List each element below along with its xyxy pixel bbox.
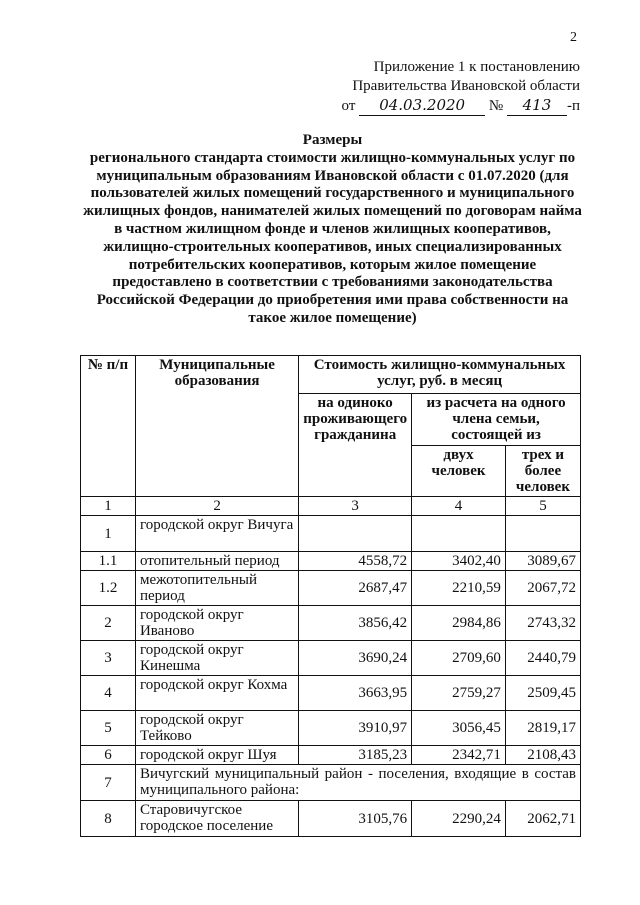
row-num: 2 bbox=[81, 606, 136, 641]
table-row bbox=[81, 516, 581, 552]
table-row bbox=[81, 606, 581, 641]
row-three: 2067,72 bbox=[505, 571, 580, 606]
row-two: 2759,27 bbox=[412, 676, 506, 711]
row-single: 3105,76 bbox=[299, 801, 412, 837]
table-row bbox=[81, 571, 581, 606]
row-two bbox=[412, 516, 506, 552]
header-two: двух человек bbox=[412, 446, 506, 497]
column-number: 2 bbox=[135, 497, 298, 516]
document-subtitle: регионального стандарта стоимости жилищно-коммунальных услуг по муниципальным образованиям Ивановской области с 01.07.2020 (для пользователей жилых помещений государственного и муниципального жилищных фондов, нанимателей жилых помещений по договорам найма в частном жилищном фонде и членов жилищных кооперативов, жилищно-строительных кооперативов, иных специализированных потребительских кооперативов, которым жилое помещение предоставлено в соответствии с требованиями законодательства Российской Федерации до приобретения ими права собственности на такое жилое помещение) bbox=[83, 149, 582, 326]
row-single: 4558,72 bbox=[299, 552, 412, 571]
column-number: 5 bbox=[505, 497, 580, 516]
row-num: 6 bbox=[81, 746, 136, 765]
table-row bbox=[81, 801, 581, 837]
header-three: трех и более человек bbox=[505, 446, 580, 497]
row-three: 2743,32 bbox=[505, 606, 580, 641]
row-name: городской округ Иваново bbox=[135, 606, 298, 641]
appendix-header bbox=[330, 58, 580, 116]
row-two: 2210,59 bbox=[412, 571, 506, 606]
appendix-line-1: Приложение 1 к постановлению bbox=[373, 59, 580, 75]
page-number: 2 bbox=[570, 30, 577, 45]
row-num: 7 bbox=[81, 765, 136, 801]
table-row bbox=[81, 746, 581, 765]
row-three: 2440,79 bbox=[505, 641, 580, 676]
table-row bbox=[81, 552, 581, 571]
header-single: на одиноко проживающего гражданина bbox=[299, 394, 412, 497]
row-name: городской округ Шуя bbox=[135, 746, 298, 765]
header-row-1 bbox=[81, 356, 581, 394]
row-num: 5 bbox=[81, 711, 136, 746]
column-number: 4 bbox=[412, 497, 506, 516]
row-single: 2687,47 bbox=[299, 571, 412, 606]
document-title: Размеры bbox=[302, 132, 363, 148]
column-number: 3 bbox=[299, 497, 412, 516]
row-two: 3056,45 bbox=[412, 711, 506, 746]
number-suffix: -п bbox=[566, 98, 580, 114]
row-num: 1.1 bbox=[81, 552, 136, 571]
resolution-date: 04.03.2020 bbox=[359, 96, 485, 116]
row-name: городской округ Вичуга bbox=[135, 516, 298, 552]
row-single: 3185,23 bbox=[299, 746, 412, 765]
row-single: 3663,95 bbox=[299, 676, 412, 711]
row-name: межотопительный период bbox=[135, 571, 298, 606]
section-title: Вичугский муниципальный район - поселения, входящие в состав муниципального района: bbox=[135, 765, 580, 801]
row-three: 2509,45 bbox=[505, 676, 580, 711]
row-two: 3402,40 bbox=[412, 552, 506, 571]
resolution-number: 413 bbox=[507, 96, 567, 116]
from-label: от bbox=[341, 98, 356, 114]
header-cost: Стоимость жилищно-коммунальных услуг, руб. в месяц bbox=[299, 356, 581, 394]
table-row bbox=[81, 711, 581, 746]
row-single: 3856,42 bbox=[299, 606, 412, 641]
row-name: городской округ Кохма bbox=[135, 676, 298, 711]
appendix-line-3 bbox=[330, 96, 580, 116]
header-num: № п/п bbox=[81, 356, 136, 497]
row-num: 1.2 bbox=[81, 571, 136, 606]
row-name: городской округ Тейково bbox=[135, 711, 298, 746]
row-name: Старовичугское городское поселение bbox=[135, 801, 298, 837]
header-municipality: Муниципальные образования bbox=[135, 356, 298, 497]
row-three: 2062,71 bbox=[505, 801, 580, 837]
row-two: 2290,24 bbox=[412, 801, 506, 837]
row-three: 3089,67 bbox=[505, 552, 580, 571]
row-num: 8 bbox=[81, 801, 136, 837]
row-two: 2342,71 bbox=[412, 746, 506, 765]
row-num: 4 bbox=[81, 676, 136, 711]
standards-table bbox=[80, 355, 581, 837]
document-title-block bbox=[80, 132, 585, 328]
column-number-row bbox=[81, 497, 581, 516]
section-row bbox=[81, 765, 581, 801]
number-label: № bbox=[488, 98, 504, 114]
table-row bbox=[81, 676, 581, 711]
appendix-line-2: Правительства Ивановской области bbox=[352, 78, 580, 94]
row-name: отопительный период bbox=[135, 552, 298, 571]
row-single: 3910,97 bbox=[299, 711, 412, 746]
row-three: 2819,17 bbox=[505, 711, 580, 746]
row-num: 3 bbox=[81, 641, 136, 676]
header-per-member: из расчета на одного члена семьи, состоящей из bbox=[412, 394, 581, 446]
row-three: 2108,43 bbox=[505, 746, 580, 765]
row-two: 2709,60 bbox=[412, 641, 506, 676]
row-name: городской округ Кинешма bbox=[135, 641, 298, 676]
row-single bbox=[299, 516, 412, 552]
row-three bbox=[505, 516, 580, 552]
table-row bbox=[81, 641, 581, 676]
column-number: 1 bbox=[81, 497, 136, 516]
row-num: 1 bbox=[81, 516, 136, 552]
row-single: 3690,24 bbox=[299, 641, 412, 676]
row-two: 2984,86 bbox=[412, 606, 506, 641]
